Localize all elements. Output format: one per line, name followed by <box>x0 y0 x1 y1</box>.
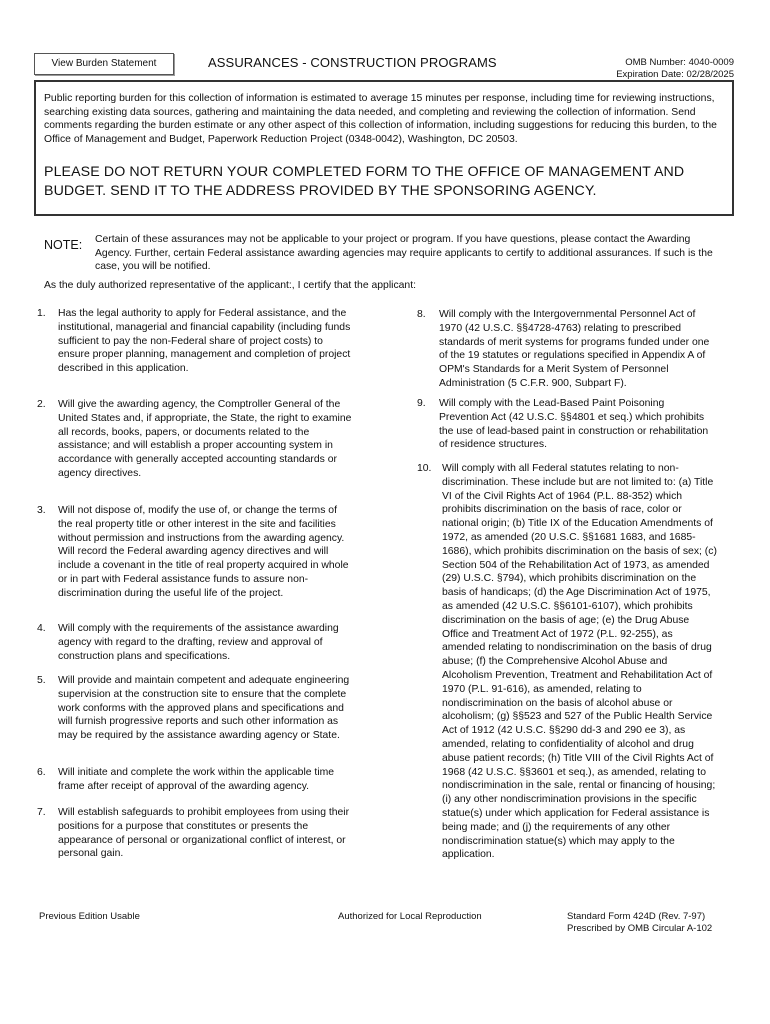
note-label: NOTE: <box>44 238 83 252</box>
do-not-return-notice: PLEASE DO NOT RETURN YOUR COMPLETED FORM TO THE OFFICE OF MANAGEMENT AND BUDGET. SEND IT TO THE ADDRESS PROVIDED BY THE SPONSORING AGENCY. <box>44 164 685 199</box>
item-text: Has the legal authority to apply for Federal assistance, and the institutional, managerial and financial capability (including funds sufficient to pay the non-Federal share of project costs) to ensure proper planning, management and completion of project described in this application. <box>58 308 351 375</box>
omb-circular: Prescribed by OMB Circular A-102 <box>567 923 713 934</box>
item-text: Will initiate and complete the work within the applicable time frame after receipt of approval of the awarding agency. <box>58 767 335 792</box>
omb-number: OMB Number: 4040-0009 <box>625 57 734 68</box>
item-number: 1. <box>37 308 46 319</box>
note-text: Certain of these assurances may not be applicable to your project or program. If you have questions, please contact the Awarding Agency. Further, certain Federal assistance awarding agencies may require applicants to certify to additional assurances. If such is the case, you will be notified. <box>95 234 713 273</box>
omb-info <box>616 57 734 81</box>
expiration-date: Expiration Date: 02/28/2025 <box>616 69 734 80</box>
item-text: Will establish safeguards to prohibit employees from using their positions for a purpose that constitutes or presents the appearance of personal or organizational conflict of interest, or personal gain. <box>58 807 350 860</box>
form-title: ASSURANCES - CONSTRUCTION PROGRAMS <box>208 55 497 70</box>
item-number: 2. <box>37 399 46 410</box>
form-number: Standard Form 424D (Rev. 7-97) <box>567 911 706 922</box>
item-text: Will comply with the Intergovernmental Personnel Act of 1970 (42 U.S.C. §§4728-4763) relating to prescribed standards of merit systems for programs funded under one of the 19 statutes or regulations specified in Appendix A of OPM's Standards for a Merit System of Personnel Administration (5 C.F.R. 900, Subpart F). <box>439 309 710 389</box>
view-burden-statement-button[interactable]: View Burden Statement <box>34 53 174 75</box>
footer-form-id <box>567 911 712 935</box>
burden-statement-text: Public reporting burden for this collection of information is estimated to average 15 minutes per response, including time for reviewing instructions, searching existing data sources, gathering and maintaining the data needed, and completing and reviewing the collection of information. Send comments regarding the burden estimate or any other aspect of this collection of information, including suggestions for reducing this burden, to the Office of Management and Budget, Paperwork Reduction Project (0348-0042), Washington, DC 20503. <box>44 93 717 145</box>
item-text: Will not dispose of, modify the use of, or change the terms of the real property title or other interest in the site and facilities without permission and instructions from the awarding agency. Will record the Federal awarding agency directives and will include a covenant in the title of real property acquired in whole or in part with Federal assistance funds to assure non-discrimination during the useful life of the project. <box>58 505 349 599</box>
item-text: Will give the awarding agency, the Comptroller General of the United States and, if appropriate, the State, the right to examine all records, books, papers, or documents related to the assistance; and will establish a proper accounting system in accordance with generally accepted accounting standards or agency directives. <box>58 399 352 479</box>
item-number: 10. <box>417 463 432 474</box>
item-number: 4. <box>37 623 46 634</box>
item-number: 8. <box>417 309 426 320</box>
item-text: Will comply with the requirements of the assistance awarding agency with regard to the drafting, review and approval of construction plans and specifications. <box>58 623 339 662</box>
footer-authorized-reproduction: Authorized for Local Reproduction <box>338 911 482 922</box>
footer-previous-edition: Previous Edition Usable <box>39 911 140 922</box>
item-text: Will provide and maintain competent and adequate engineering supervision at the construction site to ensure that the complete work conforms with the approved plans and specifications and will furnish progressive reports and such other information as may be required by the assistance awarding agency or State. <box>58 675 350 742</box>
item-text: Will comply with the Lead-Based Paint Poisoning Prevention Act (42 U.S.C. §§4801 et seq.) which prohibits the use of lead-based paint in construction or rehabilitation of residence structures. <box>439 398 709 451</box>
item-number: 9. <box>417 398 426 409</box>
item-number: 6. <box>37 767 46 778</box>
item-number: 3. <box>37 505 46 516</box>
certification-statement: As the duly authorized representative of the applicant:, I certify that the applicant: <box>44 280 416 291</box>
item-number: 5. <box>37 675 46 686</box>
item-number: 7. <box>37 807 46 818</box>
item-text: Will comply with all Federal statutes relating to non-discrimination. These include but are not limited to: (a) Title VI of the Civil Rights Act of 1964 (P.L. 88-352) which prohibits discrimination on the basis of race, color or national origin; (b) Title IX of the Education Amendments of 1972, as amended (20 U.S.C. §§1681 1683, and 1685-1686), which prohibits discrimination on the basis of sex; (c) Section 504 of the Rehabilitation Act of 1973, as amended (29) U.S.C. §794), which prohibits discrimination on the basis of handicaps; (d) the Age Discrimination Act of 1975, as amended (42 U.S.C. §§6101-6107), which prohibits discrimination on the basis of age; (e) the Drug Abuse Office and Treatment Act of 1972 (P.L. 92-255), as amended relating to nondiscrimination on the basis of drug abuse; (f) the Comprehensive Alcohol Abuse and Alcoholism Prevention, Treatment and Rehabilitation Act of 1970 (P.L. 91-616), as amended, relating to nondiscrimination on the basis of alcohol abuse or alcoholism; (g) §§523 and 527 of the Public Health Service Act of 1912 (42 U.S.C. §§290 dd-3 and 290 ee 3), as amended, relating to confidentiality of alcohol and drug abuse patient records; (h) Title VIII of the Civil Rights Act of 1968 (42 U.S.C. §§3601 et seq.), as amended, relating to nondiscrimination in the sale, rental or financing of housing; (i) any other nondiscrimination provisions in the specific statue(s) under which application for Federal assistance is being made; and (j) the requirements of any other nondiscrimination statue(s) which may apply to the application. <box>442 463 717 861</box>
